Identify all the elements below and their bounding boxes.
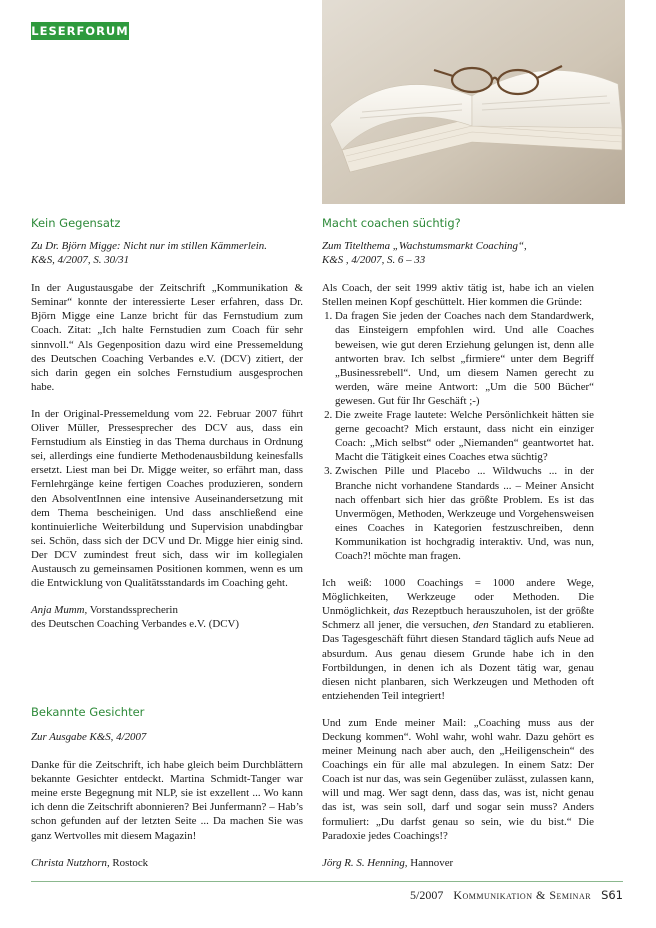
left-column-second (31, 705, 303, 870)
right-column (322, 216, 594, 870)
article-reference: Zu Dr. Björn Migge: Nicht nur im stillen Kämmerlein. (31, 240, 267, 252)
section-badge: LESERFORUM (31, 24, 129, 38)
article-title: Bekannte Gesichter (31, 705, 145, 719)
signature-name: Jörg R. S. Henning, (322, 856, 408, 869)
numbered-list (322, 309, 594, 563)
article-title: Kein Gegensatz (31, 216, 121, 230)
list-item: 3. Zwischen Pille und Placebo ... Wildwuchs ... in der Branche nicht vorhandene Standards ... – Meiner Ansicht nach offenbart sich hier das größte Problem. Es ist das Unvermögen, Methoden, Werkzeuge und Vorgehensweisen eines Coaches in Kategorien festzuschreiben, denn Kommunikation ist hochgradig interaktiv. Und, was nun, Coach?! möchte man fragen. (335, 464, 594, 563)
page-number: S61 (601, 888, 623, 902)
footer-rule (31, 881, 623, 882)
signature-role: Vorstandssprecherin (87, 604, 178, 617)
paragraph: In der Original-Pressemeldung vom 22. Februar 2007 führt Oliver Müller, Pressesprecher des DCV aus, dass ein Fernstudium als Einstieg in das Thema durchaus in Ordnung sei, allerdings eine fundierte Methodenausbildung keinesfalls ersetzt. Liest man bei Dr. Migge weiter, so erfährt man, dass Fernlehrgänge keine fertigen Coaches produzieren, sondern den AbsolventInnen eine intensive Auseinandersetzung mit dem Thema bescheinigen. Und dass anschließend eine kontinuierliche Weiterbildung und Supervision unabdingbar sei. Schön, dass sich der DCV und Dr. Migge hier einig sind. Der DCV zumindest freut sich, dass wir im kollegialen Austausch zu gemeinsamen Positionen kommen, wenn es um die Entwicklung von Qualitätsstandards im Coaching geht. (31, 407, 303, 590)
article-reference: Zum Titelthema „Wachstumsmarkt Coaching“, (322, 240, 527, 252)
emphasis: den (472, 619, 489, 632)
article-reference: K&S , 4/2007, S. 6 – 33 (322, 254, 426, 267)
magazine-name: Kommunikation & Seminar (453, 888, 592, 902)
signature (31, 856, 303, 870)
issue-number: 5/2007 (409, 888, 444, 902)
book-glasses-illustration (322, 0, 625, 204)
left-column (31, 216, 303, 631)
paragraph: Als Coach, der seit 1999 aktiv tätig ist, habe ich an vielen Stellen meinen Kopf geschüttelt. Hier kommen die Gründe: (322, 282, 594, 309)
text-run: Ich weiß: 1000 Coachings = 1000 andere Wege, Möglichkeiten, Werkzeuge oder Methoden. Die Unmöglichkeit, (322, 577, 594, 618)
article-title: Macht coachen süchtig? (322, 216, 461, 230)
emphasis: das (393, 605, 409, 618)
paragraph (322, 576, 594, 703)
text-run: Rezeptbuch herauszuholen, ist der größte Schmerz all jener, die versuchen, (322, 605, 594, 632)
text-run: Standard zu etablieren. Das Tagesgeschäft führt diesen Standard täglich aufs Neue ad absurdum. Aus genau diesem Grunde habe ich in den Fortbildungen, in denen ich als Dozent tätig war, genau diesen nicht planbaren, sich Werkzeugen und Methoden oft entziehenden Teil integriert! (322, 619, 594, 702)
signature-org: des Deutschen Coaching Verbandes e.V. (DCV) (31, 618, 239, 631)
signature-place: Rostock (109, 856, 149, 869)
article-reference: K&S, 4/2007, S. 30/31 (31, 254, 130, 267)
signature (31, 603, 303, 617)
page-footer (410, 888, 623, 903)
list-item: 2. Die zweite Frage lautete: Welche Persönlichkeit hätten sie gerne gecoacht? Mich erstaunt, dass nicht ein einziger Coach: „Mich selbst“ oder „Niemanden“ geantwortet hat. Macht die Tätigkeit eines Coaches etwa süchtig? (335, 408, 594, 464)
signature-name: Christa Nutzhorn, (31, 856, 110, 869)
signature (322, 856, 594, 870)
paragraph: Danke für die Zeitschrift, ich habe gleich beim Durchblättern bekannte Gesichter entdeckt. Martina Schmidt-Tanger war meine erste Begegnung mit NLP, sie ist exzellent ... Wo kann ich denn die Zeitschrift abonnieren? Bei Junfermann? – Hab’s schon gefunden auf der letzten Seite ... Da machen Sie was ganz Wertvolles mit diesem Magazin! (31, 759, 303, 842)
signature-name: Anja Mumm, (31, 604, 88, 617)
signature-place: Hannover (407, 856, 454, 869)
paragraph: Und zum Ende meiner Mail: „Coaching muss aus der Deckung kommen“. Wohl wahr, wohl wahr. Dazu gehört es meiner Meinung nach aber auch, den „Heiligenschein“ des Coachings ein für alle mal abzulegen. In einem Satz: Der Coach ist nur das, was sein Gegenüber zulässt, zulassen kann, will und mag. Wer sagt denn, dass das, was ist, nicht genau das ist, was sein soll, darf und sogar sein muss? Anders formuliert: „Du darfst genau so sein, wie du bist.“ Die Paradoxie jedes Coachings!? (322, 716, 594, 842)
book-with-glasses-photo (322, 0, 625, 204)
article-reference: Zur Ausgabe K&S, 4/2007 (31, 731, 147, 743)
paragraph: In der Augustausgabe der Zeitschrift „Kommunikation & Seminar“ konnte der interessierte Leser erfahren, dass Dr. Björn Migge eine Lanze bricht für das Fernstudium zum Coach. Zitat: „Ich halte Fernstudien zum Coach für sehr sinnvoll.“ Als Gegenposition dazu wird eine Pressemeldung des Deutschen Coaching Verbandes e.V. (DCV) zitiert, der sich darin gegen ein solches Fernstudium ausgesprochen habe. (31, 282, 303, 393)
list-item: 1. Da fragen Sie jeden der Coaches nach dem Standardwerk, das Einsteigern empfohlen wird. Und alle Coaches beweisen, wie gut deren Erziehung gelungen ist, denn alle antworten brav. Ich selbst „firmiere“ unter dem Begriff „Businessrebell“. Und, um diesem Namen gerecht zu werden, wäre meine Antwort: „Um die 500 Bücher“ gewesen. Gut für Ihr Geschäft ;-) (335, 309, 594, 408)
